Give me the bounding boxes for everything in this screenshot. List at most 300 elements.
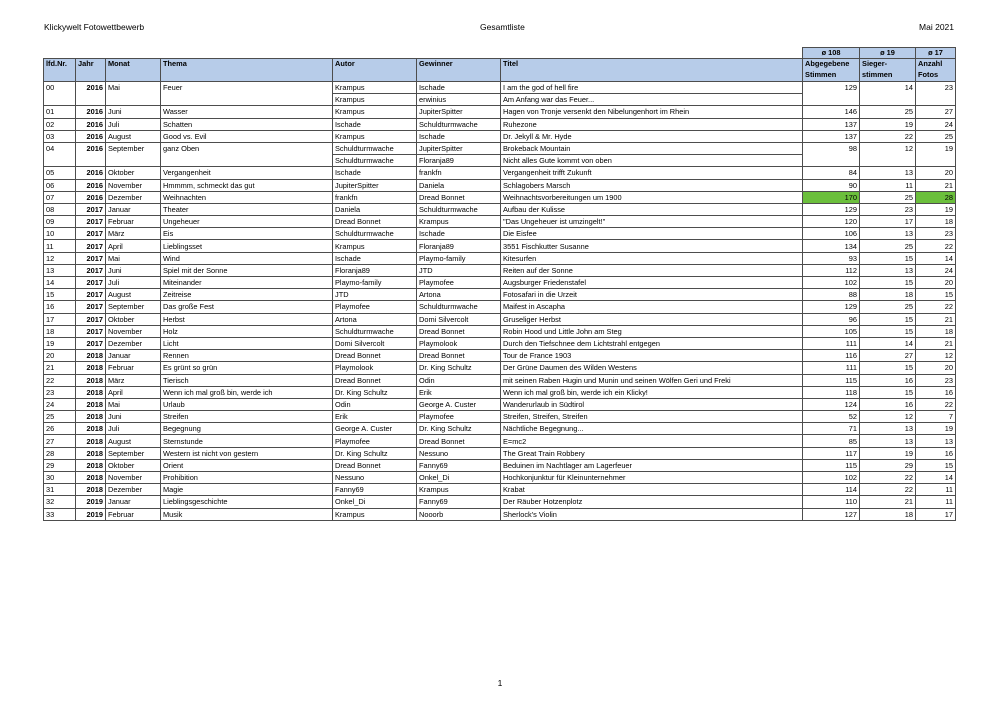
cell-jahr: 2016 [76, 142, 106, 154]
cell-gewinner: Playmofee [417, 277, 501, 289]
cell-gewinner: Daniela [417, 179, 501, 191]
cell-monat: September [106, 447, 161, 459]
cell-fotos: 19 [916, 423, 956, 435]
cell-thema: Herbst [161, 313, 333, 325]
cell-autor: Odin [333, 398, 417, 410]
cell-monat: November [106, 325, 161, 337]
table-row [44, 398, 956, 410]
cell-empty [76, 155, 106, 167]
cell-fotos: 22 [916, 301, 956, 313]
cell-fotos: 18 [916, 216, 956, 228]
results-table-body [44, 82, 956, 521]
table-row [44, 130, 956, 142]
cell-stimmen: 90 [803, 179, 860, 191]
table-row [44, 82, 956, 94]
cell-gewinner: Nooorb [417, 508, 501, 520]
cell-empty [860, 155, 916, 167]
cell-monat: März [106, 374, 161, 386]
cell-autor: Dr. King Schultz [333, 447, 417, 459]
cell-thema: Good vs. Evil [161, 130, 333, 142]
cell-empty [916, 94, 956, 106]
cell-thema: Urlaub [161, 398, 333, 410]
cell-jahr: 2017 [76, 264, 106, 276]
cell-jahr: 2016 [76, 106, 106, 118]
cell-monat: April [106, 386, 161, 398]
table-row [44, 264, 956, 276]
cell-lfd-nr: 31 [44, 484, 76, 496]
cell-lfd-nr: 16 [44, 301, 76, 313]
cell-thema: Prohibition [161, 472, 333, 484]
cell-gewinner: Playmolook [417, 337, 501, 349]
cell-gewinner: Dread Bonnet [417, 325, 501, 337]
cell-stimmen: 93 [803, 252, 860, 264]
cell-autor: Schuldturmwache [333, 228, 417, 240]
cell-autor: Krampus [333, 130, 417, 142]
cell-sieger: 12 [860, 142, 916, 154]
cell-lfd-nr: 10 [44, 228, 76, 240]
cell-fotos: 13 [916, 435, 956, 447]
cell-gewinner: Krampus [417, 484, 501, 496]
cell-autor: Krampus [333, 82, 417, 94]
cell-autor: Playmolook [333, 362, 417, 374]
cell-monat: März [106, 228, 161, 240]
cell-titel: Durch den Tiefschnee dem Lichtstrahl entgegen [501, 337, 803, 349]
cell-autor: Nessuno [333, 472, 417, 484]
col-titel: Titel [501, 59, 803, 82]
cell-titel: Aufbau der Kulisse [501, 203, 803, 215]
col-sieger-line1: Sieger- [862, 59, 888, 68]
cell-thema: Musik [161, 508, 333, 520]
cell-sieger: 15 [860, 252, 916, 264]
cell-thema: Spiel mit der Sonne [161, 264, 333, 276]
avg-stimmen: ø 108 [803, 48, 860, 59]
cell-sieger: 13 [860, 264, 916, 276]
cell-monat: Januar [106, 350, 161, 362]
cell-autor: Artona [333, 313, 417, 325]
cell-titel: Reiten auf der Sonne [501, 264, 803, 276]
cell-titel: Sherlock's Violin [501, 508, 803, 520]
cell-lfd-nr: 18 [44, 325, 76, 337]
cell-autor: JTD [333, 289, 417, 301]
cell-autor: Playmofee [333, 435, 417, 447]
table-row [44, 447, 956, 459]
cell-thema: Holz [161, 325, 333, 337]
cell-fotos: 27 [916, 106, 956, 118]
table-row [44, 106, 956, 118]
cell-stimmen: 98 [803, 142, 860, 154]
cell-titel: Die Eisfee [501, 228, 803, 240]
cell-lfd-nr: 14 [44, 277, 76, 289]
cell-stimmen: 115 [803, 459, 860, 471]
cell-gewinner: Erik [417, 386, 501, 398]
cell-jahr: 2017 [76, 277, 106, 289]
cell-thema: Lieblingsgeschichte [161, 496, 333, 508]
cell-thema: Sternstunde [161, 435, 333, 447]
cell-fotos: 23 [916, 82, 956, 94]
cell-sieger: 13 [860, 435, 916, 447]
cell-jahr: 2017 [76, 301, 106, 313]
cell-gewinner: Ischade [417, 130, 501, 142]
cell-lfd-nr: 32 [44, 496, 76, 508]
cell-monat: Dezember [106, 484, 161, 496]
table-row [44, 362, 956, 374]
cell-jahr: 2016 [76, 82, 106, 94]
cell-thema: Magie [161, 484, 333, 496]
cell-titel: Der Grüne Daumen des Wilden Westens [501, 362, 803, 374]
cell-fotos: 14 [916, 472, 956, 484]
cell-gewinner: Schuldturmwache [417, 301, 501, 313]
cell-monat: Januar [106, 496, 161, 508]
cell-gewinner: Schuldturmwache [417, 203, 501, 215]
cell-gewinner: Krampus [417, 216, 501, 228]
cell-fotos: 25 [916, 130, 956, 142]
col-fotos-line2: Fotos [918, 69, 939, 79]
cell-stimmen: 129 [803, 203, 860, 215]
cell-monat: Juni [106, 411, 161, 423]
cell-sieger: 13 [860, 167, 916, 179]
cell-stimmen: 115 [803, 374, 860, 386]
cell-gewinner: Odin [417, 374, 501, 386]
cell-titel: Robin Hood und Little John am Steg [501, 325, 803, 337]
table-row [44, 423, 956, 435]
cell-autor: Dr. King Schultz [333, 386, 417, 398]
cell-autor: Fanny69 [333, 484, 417, 496]
col-sieger [860, 59, 916, 82]
table-row [44, 313, 956, 325]
cell-monat: September [106, 301, 161, 313]
table-row [44, 411, 956, 423]
cell-jahr: 2016 [76, 130, 106, 142]
col-fotos [916, 59, 956, 82]
cell-gewinner: Ischade [417, 82, 501, 94]
cell-jahr: 2017 [76, 313, 106, 325]
cell-stimmen: 88 [803, 289, 860, 301]
table-row [44, 277, 956, 289]
cell-monat: Juli [106, 423, 161, 435]
cell-thema: Wind [161, 252, 333, 264]
cell-lfd-nr: 21 [44, 362, 76, 374]
col-thema: Thema [161, 59, 333, 82]
table-row [44, 484, 956, 496]
cell-jahr: 2016 [76, 167, 106, 179]
cell-sieger: 12 [860, 411, 916, 423]
cell-jahr: 2017 [76, 203, 106, 215]
cell-fotos: 11 [916, 484, 956, 496]
cell-titel: The Great Train Robbery [501, 447, 803, 459]
cell-stimmen: 111 [803, 362, 860, 374]
cell-autor: Ischade [333, 118, 417, 130]
cell-monat: Juni [106, 264, 161, 276]
cell-titel: "Das Ungeheuer ist umzingelt!" [501, 216, 803, 228]
cell-fotos: 24 [916, 264, 956, 276]
cell-stimmen: 117 [803, 447, 860, 459]
cell-jahr: 2018 [76, 350, 106, 362]
cell-titel: Der Räuber Hotzenplotz [501, 496, 803, 508]
cell-sieger: 15 [860, 362, 916, 374]
cell-fotos: 21 [916, 337, 956, 349]
cell-autor: Playmofee [333, 301, 417, 313]
cell-lfd-nr: 24 [44, 398, 76, 410]
document-header-left: Klickywelt Fotowettbewerb [44, 22, 145, 32]
cell-sieger: 13 [860, 228, 916, 240]
table-row [44, 459, 956, 471]
col-gewinner: Gewinner [417, 59, 501, 82]
cell-stimmen: 118 [803, 386, 860, 398]
cell-jahr: 2018 [76, 386, 106, 398]
cell-gewinner: Floranja89 [417, 155, 501, 167]
cell-autor: Onkel_Di [333, 496, 417, 508]
cell-stimmen: 106 [803, 228, 860, 240]
table-row [44, 142, 956, 154]
cell-sieger: 25 [860, 240, 916, 252]
cell-lfd-nr: 01 [44, 106, 76, 118]
cell-lfd-nr: 19 [44, 337, 76, 349]
cell-sieger: 19 [860, 118, 916, 130]
cell-lfd-nr: 05 [44, 167, 76, 179]
col-autor: Autor [333, 59, 417, 82]
cell-gewinner: Onkel_Di [417, 472, 501, 484]
cell-sieger: 18 [860, 289, 916, 301]
col-stimmen-line2: Stimmen [805, 69, 837, 79]
cell-sieger: 21 [860, 496, 916, 508]
cell-lfd-nr: 20 [44, 350, 76, 362]
cell-empty [161, 155, 333, 167]
cell-monat: Oktober [106, 313, 161, 325]
cell-stimmen: 114 [803, 484, 860, 496]
cell-fotos: 21 [916, 179, 956, 191]
cell-thema: Tierisch [161, 374, 333, 386]
cell-fotos: 20 [916, 277, 956, 289]
cell-autor: frankfn [333, 191, 417, 203]
cell-sieger: 22 [860, 130, 916, 142]
cell-jahr: 2016 [76, 179, 106, 191]
cell-thema: Es grünt so grün [161, 362, 333, 374]
cell-lfd-nr: 02 [44, 118, 76, 130]
cell-sieger: 22 [860, 472, 916, 484]
cell-jahr: 2018 [76, 411, 106, 423]
cell-lfd-nr: 06 [44, 179, 76, 191]
cell-titel: Fotosafari in die Urzeit [501, 289, 803, 301]
cell-monat: Oktober [106, 459, 161, 471]
cell-lfd-nr: 23 [44, 386, 76, 398]
cell-jahr: 2017 [76, 252, 106, 264]
cell-empty [76, 94, 106, 106]
col-monat: Monat [106, 59, 161, 82]
cell-autor: Erik [333, 411, 417, 423]
cell-fotos: 12 [916, 350, 956, 362]
cell-titel: I am the god of hell fire [501, 82, 803, 94]
table-row [44, 325, 956, 337]
cell-titel: Ruhezone [501, 118, 803, 130]
cell-jahr: 2018 [76, 435, 106, 447]
cell-gewinner: Schuldturmwache [417, 118, 501, 130]
cell-monat: Februar [106, 362, 161, 374]
cell-titel: Krabat [501, 484, 803, 496]
table-row [44, 374, 956, 386]
cell-fotos: 11 [916, 496, 956, 508]
cell-stimmen: 96 [803, 313, 860, 325]
cell-thema: ganz Oben [161, 142, 333, 154]
cell-stimmen: 102 [803, 472, 860, 484]
cell-monat: Juli [106, 118, 161, 130]
cell-empty [803, 94, 860, 106]
cell-autor: Krampus [333, 508, 417, 520]
cell-gewinner: Ischade [417, 228, 501, 240]
cell-sieger: 25 [860, 106, 916, 118]
cell-thema: Licht [161, 337, 333, 349]
cell-autor: Krampus [333, 240, 417, 252]
cell-stimmen: 105 [803, 325, 860, 337]
cell-fotos: 23 [916, 228, 956, 240]
cell-empty [44, 155, 76, 167]
table-row [44, 350, 956, 362]
cell-fotos: 19 [916, 142, 956, 154]
cell-sieger: 15 [860, 277, 916, 289]
cell-titel: Weihnachtsvorbereitungen um 1900 [501, 191, 803, 203]
document-header-right: Mai 2021 [919, 22, 954, 32]
cell-empty [106, 94, 161, 106]
cell-titel: Brokeback Mountain [501, 142, 803, 154]
cell-stimmen: 116 [803, 350, 860, 362]
cell-fotos: 14 [916, 252, 956, 264]
cell-titel: Hagen von Tronje versenkt den Nibelungenhort im Rhein [501, 106, 803, 118]
col-jahr: Jahr [76, 59, 106, 82]
table-row [44, 216, 956, 228]
cell-fotos: 20 [916, 362, 956, 374]
cell-thema: Theater [161, 203, 333, 215]
cell-autor: Schuldturmwache [333, 155, 417, 167]
cell-lfd-nr: 00 [44, 82, 76, 94]
cell-thema: Zeitreise [161, 289, 333, 301]
cell-titel: Vergangenheit trifft Zukunft [501, 167, 803, 179]
cell-autor: Dread Bonnet [333, 350, 417, 362]
table-row-secondary [44, 155, 956, 167]
cell-gewinner: Nessuno [417, 447, 501, 459]
cell-sieger: 14 [860, 337, 916, 349]
cell-lfd-nr: 03 [44, 130, 76, 142]
cell-gewinner: Floranja89 [417, 240, 501, 252]
cell-fotos: 22 [916, 398, 956, 410]
cell-thema: Rennen [161, 350, 333, 362]
cell-lfd-nr: 09 [44, 216, 76, 228]
cell-autor: Playmo-family [333, 277, 417, 289]
cell-gewinner: Dread Bonnet [417, 191, 501, 203]
cell-jahr: 2016 [76, 118, 106, 130]
cell-stimmen: 111 [803, 337, 860, 349]
avg-sieger: ø 19 [860, 48, 916, 59]
cell-autor: JupiterSpitter [333, 179, 417, 191]
cell-jahr: 2018 [76, 447, 106, 459]
cell-gewinner: erwinius [417, 94, 501, 106]
cell-thema: Miteinander [161, 277, 333, 289]
cell-titel: mit seinen Raben Hugin und Munin und seinen Wölfen Geri und Freki [501, 374, 803, 386]
cell-stimmen: 71 [803, 423, 860, 435]
cell-gewinner: George A. Custer [417, 398, 501, 410]
cell-thema: Das große Fest [161, 301, 333, 313]
page-number: 1 [497, 678, 503, 688]
cell-gewinner: JTD [417, 264, 501, 276]
cell-lfd-nr: 13 [44, 264, 76, 276]
cell-jahr: 2017 [76, 325, 106, 337]
table-row [44, 240, 956, 252]
cell-titel: Augsburger Friedenstafel [501, 277, 803, 289]
col-stimmen-line1: Abgegebene [805, 59, 850, 68]
cell-autor: Dread Bonnet [333, 374, 417, 386]
cell-stimmen: 85 [803, 435, 860, 447]
cell-jahr: 2016 [76, 191, 106, 203]
results-table [43, 47, 956, 521]
cell-lfd-nr: 17 [44, 313, 76, 325]
cell-monat: Oktober [106, 167, 161, 179]
cell-stimmen: 137 [803, 130, 860, 142]
cell-monat: Juli [106, 277, 161, 289]
cell-stimmen: 137 [803, 118, 860, 130]
cell-gewinner: JupiterSpitter [417, 142, 501, 154]
table-row [44, 179, 956, 191]
cell-jahr: 2018 [76, 459, 106, 471]
col-sieger-line2: stimmen [862, 69, 893, 79]
cell-monat: August [106, 289, 161, 301]
cell-titel: Beduinen im Nachtlager am Lagerfeuer [501, 459, 803, 471]
cell-lfd-nr: 07 [44, 191, 76, 203]
cell-monat: November [106, 179, 161, 191]
cell-fotos: 28 [916, 191, 956, 203]
cell-autor: Ischade [333, 252, 417, 264]
cell-sieger: 18 [860, 508, 916, 520]
cell-stimmen: 120 [803, 216, 860, 228]
cell-jahr: 2017 [76, 216, 106, 228]
table-row [44, 435, 956, 447]
cell-empty [860, 94, 916, 106]
cell-gewinner: Playmo-family [417, 252, 501, 264]
cell-jahr: 2018 [76, 362, 106, 374]
cell-stimmen: 102 [803, 277, 860, 289]
averages-row [44, 48, 956, 59]
cell-lfd-nr: 26 [44, 423, 76, 435]
cell-fotos: 24 [916, 118, 956, 130]
table-row [44, 252, 956, 264]
table-row [44, 508, 956, 520]
cell-autor: Krampus [333, 94, 417, 106]
cell-sieger: 13 [860, 423, 916, 435]
cell-lfd-nr: 27 [44, 435, 76, 447]
table-row [44, 337, 956, 349]
cell-lfd-nr: 11 [44, 240, 76, 252]
cell-sieger: 15 [860, 386, 916, 398]
cell-thema: Weihnachten [161, 191, 333, 203]
cell-thema: Eis [161, 228, 333, 240]
cell-titel: Gruseliger Herbst [501, 313, 803, 325]
cell-gewinner: Dr. King Schultz [417, 423, 501, 435]
cell-autor: George A. Custer [333, 423, 417, 435]
cell-monat: Juni [106, 106, 161, 118]
cell-monat: Dezember [106, 337, 161, 349]
cell-sieger: 25 [860, 191, 916, 203]
table-row [44, 472, 956, 484]
cell-lfd-nr: 04 [44, 142, 76, 154]
cell-thema: Vergangenheit [161, 167, 333, 179]
cell-monat: Dezember [106, 191, 161, 203]
cell-jahr: 2018 [76, 484, 106, 496]
cell-sieger: 17 [860, 216, 916, 228]
cell-fotos: 22 [916, 240, 956, 252]
cell-thema: Orient [161, 459, 333, 471]
table-row-secondary [44, 94, 956, 106]
table-row [44, 203, 956, 215]
cell-sieger: 22 [860, 484, 916, 496]
cell-lfd-nr: 22 [44, 374, 76, 386]
cell-titel: Dr. Jekyll & Mr. Hyde [501, 130, 803, 142]
